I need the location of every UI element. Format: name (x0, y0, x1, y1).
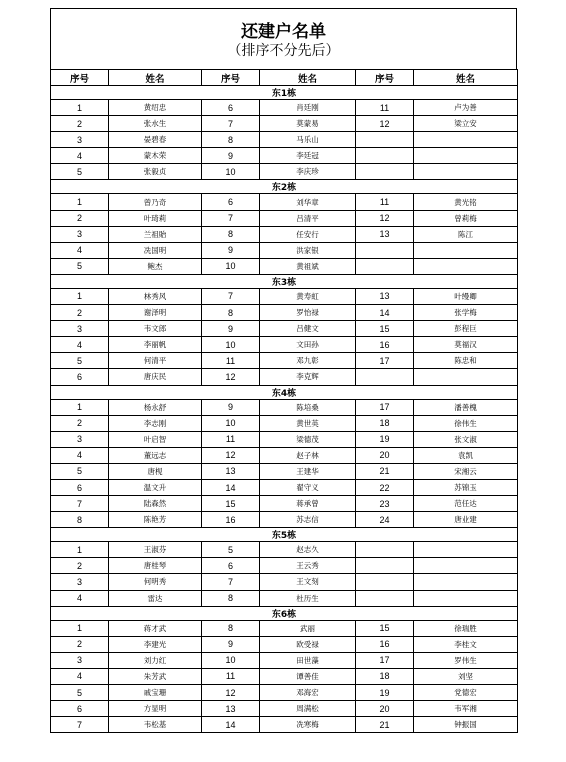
seq-cell: 20 (356, 701, 414, 717)
seq-cell: 3 (51, 321, 109, 337)
table-row (51, 210, 518, 226)
name-cell: 董远志 (109, 447, 202, 463)
seq-cell (356, 148, 414, 164)
seq-cell: 9 (202, 321, 260, 337)
seq-cell: 7 (202, 116, 260, 132)
name-cell: 叶启智 (109, 431, 202, 447)
seq-cell: 1 (51, 620, 109, 636)
name-cell: 卢为善 (414, 100, 518, 116)
name-list-sheet (50, 8, 517, 733)
seq-cell: 21 (356, 463, 414, 479)
seq-cell: 7 (202, 210, 260, 226)
table-row (51, 701, 518, 717)
seq-cell: 16 (202, 512, 260, 528)
name-cell: 叶琦莉 (109, 210, 202, 226)
header-name-1: 姓名 (109, 70, 202, 86)
table-row (51, 717, 518, 733)
resident-table (50, 69, 518, 733)
table-row (51, 100, 518, 116)
seq-cell: 10 (202, 337, 260, 353)
name-cell: 陈忠和 (414, 353, 518, 369)
name-cell: 叶缦卿 (414, 288, 518, 304)
name-cell: 范任达 (414, 496, 518, 512)
building-name: 东2栋 (51, 180, 518, 194)
seq-cell: 2 (51, 305, 109, 321)
name-cell: 陈艳芳 (109, 512, 202, 528)
name-cell: 何清平 (109, 353, 202, 369)
seq-cell: 7 (202, 288, 260, 304)
seq-cell (356, 369, 414, 385)
name-cell: 莫福汉 (414, 337, 518, 353)
name-cell: 周满松 (260, 701, 356, 717)
seq-cell: 11 (202, 668, 260, 684)
name-cell: 唐桂琴 (109, 558, 202, 574)
building-name: 东1栋 (51, 86, 518, 100)
header-seq-3: 序号 (356, 70, 414, 86)
table-row (51, 321, 518, 337)
name-cell: 晏碧春 (109, 132, 202, 148)
name-cell: 刘坚 (414, 668, 518, 684)
seq-cell: 14 (356, 305, 414, 321)
seq-cell: 1 (51, 194, 109, 210)
seq-cell: 11 (356, 194, 414, 210)
name-cell: 梁立安 (414, 116, 518, 132)
seq-cell: 24 (356, 512, 414, 528)
building-name: 东6栋 (51, 606, 518, 620)
seq-cell: 3 (51, 226, 109, 242)
header-name-2: 姓名 (260, 70, 356, 86)
seq-cell: 17 (356, 399, 414, 415)
seq-cell: 13 (202, 463, 260, 479)
name-cell: 梁德茂 (260, 431, 356, 447)
seq-cell: 16 (356, 636, 414, 652)
name-cell: 邓海宏 (260, 685, 356, 701)
table-row (51, 652, 518, 668)
table-row (51, 590, 518, 606)
page-title: 还建户名单 (241, 22, 326, 42)
seq-cell (356, 132, 414, 148)
seq-cell: 19 (356, 431, 414, 447)
name-cell: 吕清平 (260, 210, 356, 226)
table-row (51, 542, 518, 558)
name-cell: 林秀风 (109, 288, 202, 304)
table-row (51, 258, 518, 274)
table-row (51, 558, 518, 574)
name-cell: 蒙木荣 (109, 148, 202, 164)
name-cell: 唐业建 (414, 512, 518, 528)
seq-cell: 9 (202, 148, 260, 164)
seq-cell: 3 (51, 431, 109, 447)
seq-cell: 8 (51, 512, 109, 528)
seq-cell: 18 (356, 415, 414, 431)
name-cell: 鲍杰 (109, 258, 202, 274)
name-cell: 黄寿虹 (260, 288, 356, 304)
table-row (51, 164, 518, 180)
name-cell: 欧受禄 (260, 636, 356, 652)
seq-cell: 10 (202, 415, 260, 431)
seq-cell: 12 (202, 447, 260, 463)
seq-cell: 15 (202, 496, 260, 512)
name-cell: 黄世英 (260, 415, 356, 431)
name-cell: 赵子林 (260, 447, 356, 463)
name-cell: 武丽 (260, 620, 356, 636)
seq-cell: 11 (202, 353, 260, 369)
table-row (51, 415, 518, 431)
seq-cell: 4 (51, 447, 109, 463)
seq-cell: 9 (202, 242, 260, 258)
seq-cell: 15 (356, 620, 414, 636)
seq-cell (356, 590, 414, 606)
name-cell: 张毅贞 (109, 164, 202, 180)
table-row (51, 369, 518, 385)
seq-cell (356, 258, 414, 274)
name-cell: 蒋才武 (109, 620, 202, 636)
seq-cell: 12 (356, 210, 414, 226)
name-cell: 文田孙 (260, 337, 356, 353)
seq-cell: 23 (356, 496, 414, 512)
seq-cell: 9 (202, 636, 260, 652)
header-name-3: 姓名 (414, 70, 518, 86)
name-cell: 雷达 (109, 590, 202, 606)
table-row (51, 242, 518, 258)
seq-cell: 13 (356, 288, 414, 304)
seq-cell: 3 (51, 132, 109, 148)
seq-cell: 6 (202, 558, 260, 574)
name-cell: 朱芳武 (109, 668, 202, 684)
page-subtitle: （排序不分先后） (227, 43, 340, 59)
name-cell: 冼寒梅 (260, 717, 356, 733)
table-row (51, 337, 518, 353)
seq-cell: 8 (202, 226, 260, 242)
table-row (51, 148, 518, 164)
seq-cell: 6 (202, 100, 260, 116)
seq-cell: 1 (51, 542, 109, 558)
table-body (51, 86, 518, 733)
seq-cell: 6 (51, 479, 109, 495)
seq-cell: 15 (356, 321, 414, 337)
name-cell: 罗伟生 (414, 652, 518, 668)
seq-cell: 18 (356, 668, 414, 684)
name-cell: 杜历生 (260, 590, 356, 606)
table-row (51, 574, 518, 590)
building-name: 东3栋 (51, 274, 518, 288)
seq-cell: 2 (51, 116, 109, 132)
name-cell: 蒋承曾 (260, 496, 356, 512)
seq-cell: 1 (51, 288, 109, 304)
seq-cell (356, 542, 414, 558)
seq-cell: 5 (51, 463, 109, 479)
name-cell: 黄绍忠 (109, 100, 202, 116)
seq-cell: 3 (51, 652, 109, 668)
seq-cell: 7 (51, 717, 109, 733)
name-cell: 苏志信 (260, 512, 356, 528)
table-row (51, 194, 518, 210)
seq-cell: 22 (356, 479, 414, 495)
seq-cell: 3 (51, 574, 109, 590)
table-row (51, 668, 518, 684)
name-cell: 谭善佳 (260, 668, 356, 684)
seq-cell: 4 (51, 337, 109, 353)
name-cell: 兰祖貽 (109, 226, 202, 242)
name-cell (414, 148, 518, 164)
table-row (51, 620, 518, 636)
name-cell: 党德宏 (414, 685, 518, 701)
seq-cell: 2 (51, 558, 109, 574)
name-cell (414, 590, 518, 606)
table-row (51, 353, 518, 369)
seq-cell: 10 (202, 652, 260, 668)
name-cell: 罗怡禄 (260, 305, 356, 321)
name-cell: 谢泽明 (109, 305, 202, 321)
name-cell: 戚宝珊 (109, 685, 202, 701)
name-cell: 王云秀 (260, 558, 356, 574)
name-cell: 刘华章 (260, 194, 356, 210)
seq-cell: 11 (356, 100, 414, 116)
seq-cell (356, 574, 414, 590)
name-cell: 邓九彰 (260, 353, 356, 369)
seq-cell: 17 (356, 652, 414, 668)
name-cell: 李桂文 (414, 636, 518, 652)
table-row (51, 685, 518, 701)
seq-cell: 4 (51, 242, 109, 258)
seq-cell: 6 (51, 701, 109, 717)
name-cell: 方显明 (109, 701, 202, 717)
table-row (51, 512, 518, 528)
name-cell: 张学梅 (414, 305, 518, 321)
building-header-row (51, 606, 518, 620)
seq-cell: 10 (202, 258, 260, 274)
name-cell (414, 132, 518, 148)
seq-cell: 10 (202, 164, 260, 180)
building-header-row (51, 180, 518, 194)
seq-cell: 17 (356, 353, 414, 369)
seq-cell: 4 (51, 590, 109, 606)
seq-cell: 16 (356, 337, 414, 353)
seq-cell: 11 (202, 431, 260, 447)
seq-cell: 12 (356, 116, 414, 132)
name-cell: 彭程巨 (414, 321, 518, 337)
name-cell: 曾乃奇 (109, 194, 202, 210)
seq-cell: 5 (51, 258, 109, 274)
seq-cell: 2 (51, 415, 109, 431)
header-row (51, 70, 518, 86)
seq-cell: 8 (202, 305, 260, 321)
title-block (50, 8, 517, 69)
table-row (51, 447, 518, 463)
name-cell: 陈培桑 (260, 399, 356, 415)
name-cell: 任安行 (260, 226, 356, 242)
name-cell: 韦文郎 (109, 321, 202, 337)
seq-cell (356, 558, 414, 574)
name-cell: 李克辉 (260, 369, 356, 385)
seq-cell: 4 (51, 668, 109, 684)
seq-cell: 5 (51, 685, 109, 701)
name-cell (414, 542, 518, 558)
seq-cell: 6 (202, 194, 260, 210)
building-name: 东5栋 (51, 528, 518, 542)
name-cell: 田世藻 (260, 652, 356, 668)
name-cell: 吕健文 (260, 321, 356, 337)
name-cell (414, 164, 518, 180)
name-cell: 徐瑞胜 (414, 620, 518, 636)
name-cell: 韦松基 (109, 717, 202, 733)
seq-cell: 13 (202, 701, 260, 717)
name-cell: 钟振国 (414, 717, 518, 733)
name-cell (414, 258, 518, 274)
name-cell: 莫蒙易 (260, 116, 356, 132)
header-seq-2: 序号 (202, 70, 260, 86)
name-cell: 刘力红 (109, 652, 202, 668)
seq-cell: 8 (202, 132, 260, 148)
name-cell: 王淑芬 (109, 542, 202, 558)
seq-cell: 14 (202, 479, 260, 495)
name-cell: 黄光铭 (414, 194, 518, 210)
name-cell (414, 558, 518, 574)
name-cell: 杨永舒 (109, 399, 202, 415)
building-name: 东4栋 (51, 385, 518, 399)
name-cell: 温文升 (109, 479, 202, 495)
name-cell: 宋湘云 (414, 463, 518, 479)
name-cell: 王文刻 (260, 574, 356, 590)
seq-cell: 5 (51, 353, 109, 369)
name-cell: 马乐山 (260, 132, 356, 148)
name-cell: 李丽帆 (109, 337, 202, 353)
name-cell (414, 242, 518, 258)
header-seq-1: 序号 (51, 70, 109, 86)
name-cell: 李庆珍 (260, 164, 356, 180)
seq-cell: 5 (51, 164, 109, 180)
name-cell: 曾莉梅 (414, 210, 518, 226)
seq-cell: 20 (356, 447, 414, 463)
seq-cell (356, 164, 414, 180)
name-cell: 唐枧 (109, 463, 202, 479)
seq-cell: 7 (202, 574, 260, 590)
table-row (51, 496, 518, 512)
seq-cell: 7 (51, 496, 109, 512)
seq-cell: 13 (356, 226, 414, 242)
name-cell: 张文淑 (414, 431, 518, 447)
seq-cell: 8 (202, 590, 260, 606)
name-cell: 张水生 (109, 116, 202, 132)
table-row (51, 399, 518, 415)
seq-cell: 9 (202, 399, 260, 415)
name-cell: 徐伟生 (414, 415, 518, 431)
name-cell: 李志刚 (109, 415, 202, 431)
seq-cell: 2 (51, 210, 109, 226)
seq-cell: 1 (51, 399, 109, 415)
table-row (51, 288, 518, 304)
table-row (51, 226, 518, 242)
table-row (51, 636, 518, 652)
name-cell: 王建华 (260, 463, 356, 479)
table-row (51, 132, 518, 148)
name-cell: 唐庆民 (109, 369, 202, 385)
seq-cell (356, 242, 414, 258)
name-cell: 苏锦玉 (414, 479, 518, 495)
name-cell (414, 574, 518, 590)
seq-cell: 6 (51, 369, 109, 385)
table-row (51, 431, 518, 447)
building-header-row (51, 86, 518, 100)
seq-cell: 8 (202, 620, 260, 636)
table-row (51, 479, 518, 495)
name-cell: 肖廷刚 (260, 100, 356, 116)
seq-cell: 12 (202, 369, 260, 385)
name-cell: 何明秀 (109, 574, 202, 590)
name-cell: 袁凯 (414, 447, 518, 463)
seq-cell: 2 (51, 636, 109, 652)
seq-cell: 12 (202, 685, 260, 701)
name-cell: 翟守义 (260, 479, 356, 495)
name-cell: 冼国明 (109, 242, 202, 258)
building-header-row (51, 274, 518, 288)
name-cell: 赵志久 (260, 542, 356, 558)
name-cell: 陈江 (414, 226, 518, 242)
name-cell: 陆森然 (109, 496, 202, 512)
name-cell: 李廷冠 (260, 148, 356, 164)
table-row (51, 116, 518, 132)
seq-cell: 21 (356, 717, 414, 733)
seq-cell: 1 (51, 100, 109, 116)
seq-cell: 19 (356, 685, 414, 701)
building-header-row (51, 385, 518, 399)
name-cell: 洪家银 (260, 242, 356, 258)
name-cell: 潘善槐 (414, 399, 518, 415)
building-header-row (51, 528, 518, 542)
seq-cell: 5 (202, 542, 260, 558)
name-cell: 韦军湘 (414, 701, 518, 717)
seq-cell: 14 (202, 717, 260, 733)
name-cell: 黄祖斌 (260, 258, 356, 274)
name-cell (414, 369, 518, 385)
seq-cell: 4 (51, 148, 109, 164)
table-row (51, 463, 518, 479)
table-row (51, 305, 518, 321)
name-cell: 李建光 (109, 636, 202, 652)
